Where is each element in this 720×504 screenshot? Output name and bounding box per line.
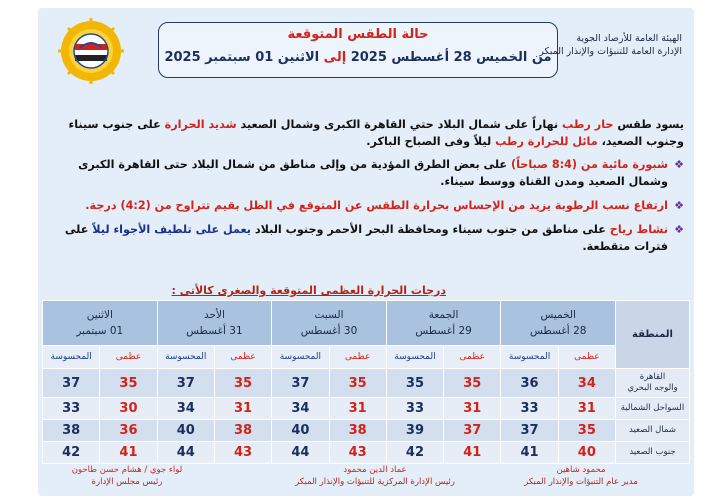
table-caption: درجات الحرارة العظمى المتوقعة والصغرى كالأتى : (171, 284, 446, 297)
summary-part: شديد الحرارة (164, 118, 237, 131)
bullet-part: على مناطق من جنوب سيناء ومحافظة البحر الأحمر وجنوب البلاد (251, 223, 610, 236)
day-header (157, 301, 272, 346)
max-temp-cell: 35 (100, 369, 157, 398)
feels-like-cell: 37 (501, 420, 558, 442)
max-temp-cell: 31 (214, 398, 271, 420)
summary-part: على جنوب سيناء وجنوب الصعيد، (68, 118, 684, 148)
feels-like-cell: 42 (43, 442, 100, 464)
feels-like-cell: 34 (272, 398, 329, 420)
max-subheader: عظمى (100, 346, 157, 369)
bullet-part: ارتفاع نسب الرطوبة يزيد من الإحساس بحرارة الطقس عن المتوقع في الظل بقيم تتراوح من (4:2) درجة. (85, 199, 668, 212)
day-header (501, 301, 616, 346)
feels-like-subheader: المحسوسة (501, 346, 558, 369)
forecast-text (50, 116, 684, 262)
signature-block (52, 464, 202, 488)
region-name-line2: والوجه البحري (627, 383, 678, 393)
bullet-part: يعمل على تلطيف الأجواء ليلاً (92, 223, 252, 236)
day-name: الأحد (203, 309, 225, 321)
max-temp-cell: 43 (329, 442, 386, 464)
signatory-role: مدير عام التنبؤات والإنذار المبكر (524, 477, 638, 487)
feels-like-cell: 33 (386, 398, 443, 420)
max-temp-cell: 35 (214, 369, 271, 398)
summary-part: نهاراً على شمال البلاد حتي القاهرة الكبرى وشمال الصعيد (236, 118, 563, 131)
feels-like-cell: 37 (272, 369, 329, 398)
title-box (158, 22, 558, 78)
region-cell: جنوب الصعيد (616, 442, 690, 464)
feels-like-cell: 40 (272, 420, 329, 442)
max-temp-cell: 41 (444, 442, 501, 464)
date-range-to-word: إلى (323, 50, 347, 65)
signatory-name: محمود شاهين (556, 465, 606, 475)
region-name: القاهرة (639, 372, 666, 382)
feels-like-cell: 44 (157, 442, 214, 464)
max-temp-cell: 36 (100, 420, 157, 442)
summary-part: حار رطب (562, 118, 614, 131)
feels-like-subheader: المحسوسة (272, 346, 329, 369)
day-header (43, 301, 158, 346)
page-title: حالة الطقس المتوقعة (287, 27, 429, 42)
bullet-part: شبورة مائية من (8:4 صباحاً) (510, 158, 668, 171)
max-temp-cell: 31 (558, 398, 615, 420)
region-header: المنطقة (616, 301, 690, 369)
signature-block (496, 464, 666, 488)
day-name: الجمعة (428, 309, 459, 321)
max-subheader: عظمى (444, 346, 501, 369)
summary-paragraph (50, 116, 684, 150)
feels-like-cell: 36 (501, 369, 558, 398)
diamond-bullet-icon: ❖ (674, 223, 684, 236)
signatory-role: رئيس الإدارة المركزية للتنبؤات والإنذار المبكر (295, 477, 455, 487)
max-temp-cell: 43 (214, 442, 271, 464)
max-temp-cell: 31 (329, 398, 386, 420)
signature-block (260, 464, 490, 488)
max-subheader: عظمى (329, 346, 386, 369)
day-header (386, 301, 501, 346)
signatory-name: لواء جوي / هشام حسن طاحون (71, 465, 183, 475)
feels-like-cell: 37 (43, 369, 100, 398)
day-date: 30 أغسطس (300, 325, 358, 337)
table-row (43, 369, 690, 398)
diamond-bullet-icon: ❖ (674, 158, 684, 171)
temperature-table (42, 300, 690, 464)
bullet-fog (50, 156, 684, 190)
day-name: الخميس (540, 309, 576, 321)
day-name: الاثنين (86, 309, 113, 321)
feels-like-cell: 42 (386, 442, 443, 464)
table-row (43, 420, 690, 442)
feels-like-cell: 44 (272, 442, 329, 464)
day-date: 29 أغسطس (415, 325, 472, 337)
date-range-to: الاثنين 01 سبتمبر 2025 (164, 50, 324, 65)
feels-like-cell: 35 (386, 369, 443, 398)
max-subheader: عظمى (558, 346, 615, 369)
day-date: 31 أغسطس (186, 325, 243, 337)
feels-like-cell: 38 (43, 420, 100, 442)
day-date: 28 أغسطس (529, 325, 587, 337)
max-temp-cell: 35 (329, 369, 386, 398)
feels-like-cell: 33 (501, 398, 558, 420)
feels-like-subheader: المحسوسة (386, 346, 443, 369)
feels-like-cell: 33 (43, 398, 100, 420)
bulletin-page (38, 8, 694, 496)
meteorological-authority-logo-icon (58, 18, 124, 84)
region-cell (616, 369, 690, 398)
day-date: 01 سبتمبر (76, 325, 124, 337)
max-temp-cell: 35 (444, 369, 501, 398)
signatory-role: رئيس مجلس الإدارة (91, 477, 163, 487)
summary-part: ليلاً وفى الصباح الباكر. (366, 135, 496, 148)
day-name: السبت (314, 309, 344, 321)
date-range-from: من الخميس 28 أغسطس 2025 (346, 50, 552, 65)
summary-part: يسود طقس (613, 118, 684, 131)
day-header (272, 301, 387, 346)
feels-like-cell: 41 (501, 442, 558, 464)
signatory-name: عماد الدين محمود (343, 465, 407, 475)
diamond-bullet-icon: ❖ (674, 199, 684, 212)
bullet-part: نشاط رياح (609, 223, 668, 236)
max-temp-cell: 30 (100, 398, 157, 420)
feels-like-cell: 34 (157, 398, 214, 420)
max-temp-cell: 31 (444, 398, 501, 420)
organization-name (534, 32, 682, 58)
max-subheader: عظمى (214, 346, 271, 369)
bullet-humidity (50, 197, 684, 214)
max-temp-cell: 38 (329, 420, 386, 442)
feels-like-subheader: المحسوسة (157, 346, 214, 369)
org-line-1: الهيئة العامة للأرصاد الجوية (576, 33, 682, 44)
max-temp-cell: 34 (558, 369, 615, 398)
feels-like-cell: 40 (157, 420, 214, 442)
table-row (43, 442, 690, 464)
max-temp-cell: 38 (214, 420, 271, 442)
region-cell: شمال الصعيد (616, 420, 690, 442)
feels-like-cell: 37 (157, 369, 214, 398)
feels-like-cell: 39 (386, 420, 443, 442)
max-temp-cell: 41 (100, 442, 157, 464)
max-temp-cell: 35 (558, 420, 615, 442)
max-temp-cell: 37 (444, 420, 501, 442)
org-line-2: الإدارة العامة للتنبؤات والإنذار المبكر (539, 46, 682, 57)
bullet-part: على بعض الطرق المؤدية من وإلى مناطق من شمال البلاد حتى القاهرة الكبرى وشمال الصعيد ومدن القناة ووسط سيناء. (78, 158, 668, 188)
max-temp-cell: 40 (558, 442, 615, 464)
table-row (43, 398, 690, 420)
region-cell: السواحل الشمالية (616, 398, 690, 420)
feels-like-subheader: المحسوسة (43, 346, 100, 369)
bullet-part: على فترات متقطعة. (64, 223, 668, 253)
date-range (159, 50, 557, 65)
bullet-wind (50, 221, 684, 255)
summary-part: مائل للحرارة رطب (495, 135, 598, 148)
